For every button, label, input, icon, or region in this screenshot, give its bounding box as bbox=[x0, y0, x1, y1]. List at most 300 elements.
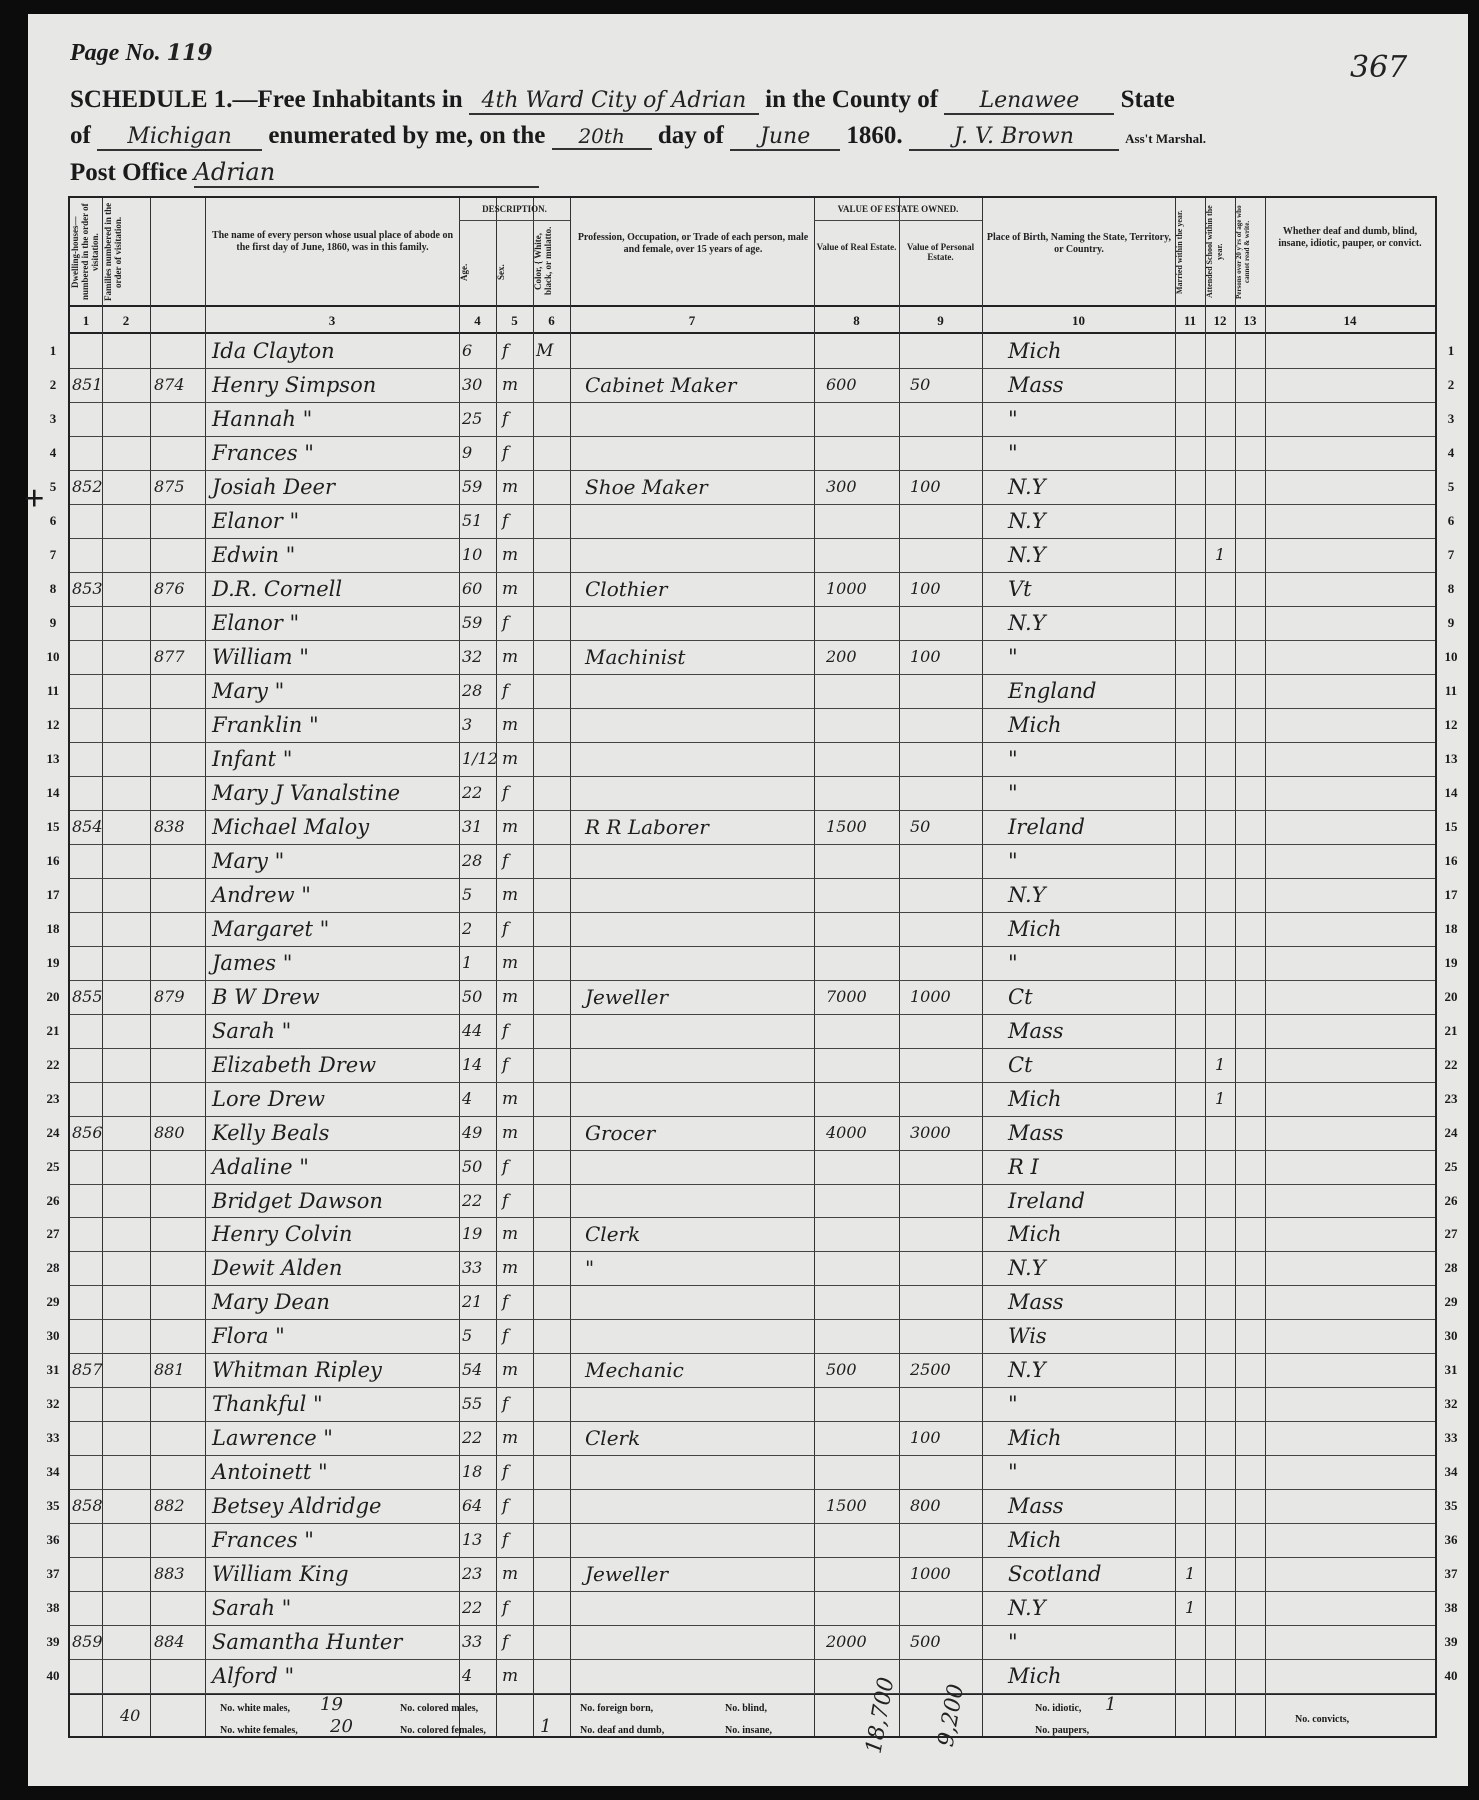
colored-females-value: 1 bbox=[540, 1716, 552, 1737]
line-number-right: 36 bbox=[1444, 1532, 1458, 1548]
line-number-right: 10 bbox=[1444, 648, 1458, 664]
row-line bbox=[70, 1523, 1435, 1524]
col-header-7: Profession, Occupation, or Trade of each person, male and female, over 15 years of age. bbox=[577, 232, 809, 255]
line-number-right: 2 bbox=[1447, 376, 1455, 392]
person-name: Betsey Aldridge bbox=[212, 1494, 382, 1519]
person-name: Henry Colvin bbox=[212, 1222, 353, 1247]
line-number-right: 20 bbox=[1444, 988, 1458, 1004]
of-label: of bbox=[70, 122, 91, 149]
birth-place: R I bbox=[1008, 1154, 1039, 1179]
margin-cross-mark: + bbox=[24, 478, 45, 518]
person-name: Frances " bbox=[212, 1528, 314, 1553]
year-label: 1860. bbox=[846, 122, 903, 149]
line-number-left: 9 bbox=[49, 614, 57, 630]
occupation: " bbox=[585, 1256, 595, 1281]
age-value: 4 bbox=[462, 1666, 473, 1686]
estate-group-header: VALUE OF ESTATE OWNED. bbox=[837, 204, 959, 214]
row-line bbox=[70, 1251, 1435, 1252]
line-number-left: 23 bbox=[46, 1090, 60, 1106]
description-underline bbox=[459, 220, 570, 221]
line-number-right: 32 bbox=[1444, 1396, 1458, 1412]
line-number-left: 34 bbox=[46, 1464, 60, 1480]
family-number: 884 bbox=[154, 1632, 185, 1652]
birth-place: Vt bbox=[1008, 576, 1032, 601]
line-number-left: 3 bbox=[49, 410, 57, 426]
col-line bbox=[1205, 198, 1206, 1736]
line-number-right: 12 bbox=[1444, 716, 1458, 732]
sex-value: m bbox=[502, 1666, 519, 1687]
row-line bbox=[70, 708, 1435, 709]
age-value: 54 bbox=[462, 1360, 483, 1380]
col-line bbox=[982, 198, 983, 1736]
sex-value: f bbox=[502, 1632, 509, 1653]
sex-value: m bbox=[502, 714, 519, 735]
line-number-right: 19 bbox=[1444, 954, 1458, 970]
line-number-left: 16 bbox=[46, 852, 60, 868]
col-header-10: Place of Birth, Naming the State, Territory, or Country. bbox=[986, 232, 1172, 255]
column-number: 1 bbox=[82, 313, 90, 328]
sex-value: m bbox=[502, 816, 519, 837]
line-number-left: 21 bbox=[46, 1022, 60, 1038]
birth-place: Ct bbox=[1008, 1052, 1033, 1077]
birth-place: N.Y bbox=[1008, 508, 1046, 533]
row-line bbox=[70, 1557, 1435, 1558]
white-females-label: No. white females, bbox=[220, 1725, 298, 1736]
age-value: 25 bbox=[462, 408, 483, 428]
col-line bbox=[899, 198, 900, 1736]
line-number-left: 5 bbox=[49, 478, 57, 494]
personal-estate-total: 9,200 bbox=[933, 1682, 970, 1749]
line-number-left: 26 bbox=[46, 1192, 60, 1208]
dwelling-number: 858 bbox=[72, 1496, 103, 1516]
row-line bbox=[70, 1048, 1435, 1049]
person-name: Elanor " bbox=[212, 610, 300, 635]
sex-value: f bbox=[502, 408, 509, 429]
family-number: 881 bbox=[154, 1360, 185, 1380]
birth-place: " bbox=[1008, 1392, 1018, 1417]
family-number: 876 bbox=[154, 578, 185, 598]
foreign-born-label: No. foreign born, bbox=[580, 1703, 654, 1714]
personal-estate-value: 50 bbox=[910, 816, 931, 836]
row-line bbox=[70, 368, 1435, 369]
census-table bbox=[68, 196, 1437, 1756]
personal-estate-value: 500 bbox=[910, 1632, 941, 1652]
occupation: Clerk bbox=[585, 1426, 641, 1451]
row-line bbox=[70, 1455, 1435, 1456]
col-header-13: Persons over 20 y'rs of age who cannot read & write. bbox=[1235, 205, 1251, 299]
person-name: Mary " bbox=[212, 678, 285, 703]
line-number-right: 30 bbox=[1444, 1328, 1458, 1344]
occupation: R R Laborer bbox=[585, 814, 709, 839]
row-line bbox=[70, 436, 1435, 437]
column-number: 10 bbox=[1072, 313, 1085, 328]
row-line bbox=[70, 1489, 1435, 1490]
age-value: 6 bbox=[462, 341, 473, 360]
row-line bbox=[70, 1591, 1435, 1592]
birth-place: Ireland bbox=[1008, 814, 1085, 839]
row-line bbox=[70, 674, 1435, 675]
line-number-right: 6 bbox=[1447, 512, 1455, 528]
line-number-right: 37 bbox=[1444, 1566, 1458, 1582]
line-number-right: 17 bbox=[1444, 886, 1458, 902]
col-header-6: Color, { White, black, or mulatto. bbox=[533, 226, 553, 296]
sex-value: m bbox=[502, 748, 519, 769]
line-number-right: 13 bbox=[1444, 750, 1458, 766]
header-divider bbox=[70, 305, 1435, 307]
sex-value: m bbox=[502, 1360, 519, 1381]
idiotic-value: 1 bbox=[1105, 1694, 1117, 1715]
col-line bbox=[533, 198, 534, 1736]
row-line bbox=[70, 1014, 1435, 1015]
person-name: Ida Clayton bbox=[212, 339, 335, 363]
line-number-right: 11 bbox=[1444, 682, 1458, 698]
real-estate-total: 18,700 bbox=[861, 1675, 900, 1756]
idiotic-label: No. idiotic, bbox=[1035, 1703, 1082, 1714]
birth-place: N.Y bbox=[1008, 1596, 1046, 1621]
line-number-left: 24 bbox=[46, 1124, 60, 1140]
birth-place: N.Y bbox=[1008, 610, 1046, 635]
school-mark: 1 bbox=[1215, 544, 1226, 564]
family-number: 883 bbox=[154, 1564, 185, 1584]
birth-place: Mich bbox=[1008, 1664, 1062, 1689]
personal-estate-value: 3000 bbox=[910, 1122, 951, 1142]
sex-value: f bbox=[502, 1326, 509, 1347]
sex-value: f bbox=[502, 1292, 509, 1313]
age-value: 22 bbox=[462, 1598, 483, 1618]
family-number: 882 bbox=[154, 1496, 185, 1516]
line-number-left: 25 bbox=[46, 1158, 60, 1174]
real-estate-value: 600 bbox=[826, 374, 857, 394]
occupation: Mechanic bbox=[585, 1358, 684, 1383]
sex-value: m bbox=[502, 578, 519, 599]
line-number-right: 39 bbox=[1444, 1634, 1458, 1650]
person-name: Sarah " bbox=[212, 1596, 292, 1621]
dwelling-number: 851 bbox=[72, 374, 103, 394]
person-name: Bridget Dawson bbox=[212, 1188, 383, 1213]
row-line bbox=[70, 980, 1435, 981]
person-name: Dewit Alden bbox=[212, 1256, 343, 1281]
age-value: 50 bbox=[462, 1156, 483, 1176]
row-line bbox=[70, 1184, 1435, 1185]
birth-place: Mass bbox=[1008, 1120, 1064, 1145]
age-value: 55 bbox=[462, 1394, 483, 1414]
row-line bbox=[70, 776, 1435, 777]
sex-value: m bbox=[502, 986, 519, 1007]
row-line bbox=[70, 640, 1435, 641]
person-name: Frances " bbox=[212, 440, 314, 465]
person-name: B W Drew bbox=[212, 984, 320, 1009]
sex-value: m bbox=[502, 476, 519, 497]
age-value: 10 bbox=[462, 544, 483, 564]
sex-value: f bbox=[502, 1156, 509, 1177]
sex-value: f bbox=[502, 1496, 509, 1517]
school-mark: 1 bbox=[1215, 1054, 1226, 1074]
line-number-right: 21 bbox=[1444, 1022, 1458, 1038]
row-line bbox=[70, 844, 1435, 845]
age-value: 32 bbox=[462, 646, 483, 666]
col-header-5: Sex. bbox=[496, 264, 506, 280]
month-value: June bbox=[730, 124, 840, 151]
age-value: 2 bbox=[462, 918, 473, 938]
real-estate-value: 500 bbox=[826, 1360, 857, 1380]
person-name: Alford " bbox=[212, 1664, 295, 1689]
real-estate-value: 300 bbox=[826, 476, 857, 496]
age-value: 4 bbox=[462, 1088, 473, 1108]
line-number-left: 38 bbox=[46, 1600, 60, 1616]
personal-estate-value: 100 bbox=[910, 476, 941, 496]
sex-value: m bbox=[502, 884, 519, 905]
white-females-value: 20 bbox=[330, 1716, 353, 1737]
line-number-right: 18 bbox=[1444, 920, 1458, 936]
sex-value: m bbox=[502, 952, 519, 973]
sex-value: m bbox=[502, 1428, 519, 1449]
birth-place: Mass bbox=[1008, 1018, 1064, 1043]
blind-label: No. blind, bbox=[725, 1703, 767, 1714]
age-value: 51 bbox=[462, 510, 483, 530]
row-line bbox=[70, 742, 1435, 743]
convicts-label: No. convicts, bbox=[1295, 1714, 1350, 1725]
occupation: Clothier bbox=[585, 576, 668, 601]
description-group-header: DESCRIPTION. bbox=[482, 204, 547, 214]
col-header-14: Whether deaf and dumb, blind, insane, idiotic, pauper, or convict. bbox=[1278, 226, 1422, 249]
state-value: Michigan bbox=[97, 124, 262, 151]
row-line bbox=[70, 946, 1435, 947]
row-line bbox=[70, 572, 1435, 573]
line-number-left: 19 bbox=[46, 954, 60, 970]
district-value: 4th Ward City of Adrian bbox=[469, 88, 759, 115]
column-number: 12 bbox=[1213, 313, 1227, 328]
age-value: 44 bbox=[462, 1020, 483, 1040]
line-number-left: 10 bbox=[46, 648, 60, 664]
col-header-4: Age. bbox=[459, 263, 469, 281]
sex-value: f bbox=[502, 1190, 509, 1211]
birth-place: N.Y bbox=[1008, 1358, 1046, 1383]
sex-value: f bbox=[502, 782, 509, 803]
row-line bbox=[70, 1082, 1435, 1083]
age-value: 1/12 bbox=[462, 748, 498, 768]
schedule-line-2 bbox=[70, 122, 1206, 151]
line-number-left: 7 bbox=[49, 546, 57, 562]
person-name: Infant " bbox=[212, 746, 293, 771]
line-number-left: 27 bbox=[46, 1226, 60, 1242]
sex-value: f bbox=[502, 1462, 509, 1483]
birth-place: N.Y bbox=[1008, 474, 1046, 499]
birth-place: " bbox=[1008, 780, 1018, 805]
line-number-left: 15 bbox=[46, 818, 60, 834]
row-line bbox=[70, 1285, 1435, 1286]
row-line bbox=[70, 912, 1435, 913]
person-name: Edwin " bbox=[212, 542, 296, 567]
insane-label: No. insane, bbox=[725, 1725, 772, 1736]
sex-value: m bbox=[502, 1088, 519, 1109]
occupation: Jeweller bbox=[585, 984, 668, 1009]
col-line bbox=[205, 198, 206, 1736]
stamped-page-number: 367 bbox=[1350, 50, 1408, 85]
census-page bbox=[24, 14, 1468, 1786]
sex-value: f bbox=[502, 1020, 509, 1041]
schedule-line-1 bbox=[70, 86, 1175, 115]
line-number-left: 1 bbox=[49, 343, 57, 358]
county-value: Lenawee bbox=[944, 88, 1114, 115]
col-line bbox=[150, 198, 151, 1736]
column-number: 7 bbox=[688, 313, 696, 328]
line-number-right: 16 bbox=[1444, 852, 1458, 868]
age-value: 60 bbox=[462, 578, 483, 598]
birth-place: " bbox=[1008, 950, 1018, 975]
birth-place: " bbox=[1008, 848, 1018, 873]
dwelling-number: 856 bbox=[72, 1122, 103, 1142]
sex-value: f bbox=[502, 510, 509, 531]
person-name: Kelly Beals bbox=[212, 1120, 330, 1145]
line-number-right: 5 bbox=[1447, 478, 1455, 494]
dwelling-number: 855 bbox=[72, 986, 103, 1006]
line-number-right: 33 bbox=[1444, 1430, 1458, 1446]
row-line bbox=[70, 470, 1435, 471]
age-value: 14 bbox=[462, 1054, 483, 1074]
birth-place: N.Y bbox=[1008, 1256, 1046, 1281]
line-number-right: 40 bbox=[1444, 1668, 1458, 1684]
personal-estate-value: 100 bbox=[910, 1428, 941, 1448]
birth-place: Mich bbox=[1008, 1086, 1062, 1111]
schedule-label: SCHEDULE 1.—Free Inhabitants in bbox=[70, 86, 463, 113]
age-value: 23 bbox=[462, 1564, 483, 1584]
line-number-left: 2 bbox=[49, 376, 57, 392]
col-line bbox=[496, 198, 497, 1736]
line-number-right: 29 bbox=[1444, 1294, 1458, 1310]
estate-underline bbox=[814, 220, 982, 221]
sex-value: f bbox=[502, 341, 509, 361]
post-office-label: Post Office bbox=[70, 159, 188, 186]
age-value: 22 bbox=[462, 1190, 483, 1210]
personal-estate-value: 800 bbox=[910, 1496, 941, 1516]
line-number-left: 4 bbox=[49, 444, 57, 460]
age-value: 18 bbox=[462, 1462, 483, 1482]
column-number: 8 bbox=[853, 313, 860, 328]
marshal-label: Ass't Marshal. bbox=[1125, 131, 1207, 146]
married-mark: 1 bbox=[1185, 1598, 1196, 1618]
family-number: 879 bbox=[154, 986, 185, 1006]
person-name: D.R. Cornell bbox=[212, 576, 343, 601]
person-name: Mary J Vanalstine bbox=[212, 780, 401, 805]
family-number: 880 bbox=[154, 1122, 185, 1142]
sex-value: f bbox=[502, 1394, 509, 1415]
birth-place: Scotland bbox=[1008, 1562, 1102, 1587]
person-name: Josiah Deer bbox=[212, 474, 336, 499]
line-number-left: 20 bbox=[46, 988, 60, 1004]
line-number-left: 14 bbox=[46, 784, 60, 800]
row-line bbox=[70, 504, 1435, 505]
line-number-right: 38 bbox=[1444, 1600, 1458, 1616]
paupers-label: No. paupers, bbox=[1035, 1725, 1090, 1736]
line-number-left: 32 bbox=[46, 1396, 60, 1412]
line-number-left: 33 bbox=[46, 1430, 60, 1446]
personal-estate-value: 1000 bbox=[910, 1564, 951, 1584]
row-line bbox=[70, 878, 1435, 879]
line-number-right: 3 bbox=[1447, 410, 1455, 426]
row-line bbox=[70, 1353, 1435, 1354]
person-name: Hannah " bbox=[212, 406, 313, 431]
real-estate-value: 1500 bbox=[826, 1496, 867, 1516]
person-name: Adaline " bbox=[212, 1154, 309, 1179]
occupation: Jeweller bbox=[585, 1562, 668, 1587]
column-number: 3 bbox=[328, 313, 336, 328]
col-header-8: Value of Real Estate. bbox=[816, 242, 897, 252]
person-name: Andrew " bbox=[212, 882, 311, 907]
birth-place: " bbox=[1008, 406, 1018, 431]
col-line bbox=[1175, 198, 1176, 1736]
birth-place: " bbox=[1008, 440, 1018, 465]
family-number: 875 bbox=[154, 476, 185, 496]
line-number-right: 23 bbox=[1444, 1090, 1458, 1106]
age-value: 33 bbox=[462, 1632, 483, 1652]
real-estate-value: 4000 bbox=[826, 1122, 867, 1142]
sex-value: f bbox=[502, 1598, 509, 1619]
line-number-right: 25 bbox=[1444, 1158, 1458, 1174]
age-value: 64 bbox=[462, 1496, 483, 1516]
age-value: 30 bbox=[462, 374, 483, 394]
line-number-left: 6 bbox=[49, 512, 57, 528]
line-number-left: 31 bbox=[46, 1362, 60, 1378]
line-number-right: 9 bbox=[1447, 614, 1455, 630]
column-number: 2 bbox=[122, 313, 130, 328]
birth-place: " bbox=[1008, 644, 1018, 669]
col-header-2: Families numbered in the order of visitation. bbox=[103, 202, 123, 302]
column-number: 14 bbox=[1343, 313, 1357, 328]
real-estate-value: 1500 bbox=[826, 816, 867, 836]
person-name: William " bbox=[212, 644, 309, 669]
county-label: in the County of bbox=[765, 86, 939, 113]
line-number-right: 24 bbox=[1444, 1124, 1458, 1140]
total-count: 40 bbox=[120, 1706, 141, 1725]
enumerated-label: enumerated by me, on the bbox=[268, 122, 546, 149]
row-line bbox=[70, 1659, 1435, 1660]
age-value: 1 bbox=[462, 952, 473, 972]
age-value: 22 bbox=[462, 782, 483, 802]
column-number-divider bbox=[70, 332, 1435, 334]
dwelling-number: 852 bbox=[72, 476, 103, 496]
age-value: 59 bbox=[462, 476, 483, 496]
line-number-right: 26 bbox=[1444, 1192, 1458, 1208]
row-line bbox=[70, 1116, 1435, 1117]
line-number-right: 14 bbox=[1444, 784, 1458, 800]
day-value: 20th bbox=[552, 124, 652, 150]
family-number: 838 bbox=[154, 816, 185, 836]
family-number: 877 bbox=[154, 646, 185, 666]
person-name: William King bbox=[212, 1562, 349, 1587]
age-value: 5 bbox=[462, 1326, 473, 1346]
row-line bbox=[70, 402, 1435, 403]
row-line bbox=[70, 1421, 1435, 1422]
line-number-right: 7 bbox=[1447, 546, 1455, 562]
col-line bbox=[1235, 198, 1236, 1736]
row-line bbox=[70, 810, 1435, 811]
dwelling-number: 853 bbox=[72, 578, 103, 598]
real-estate-value: 1000 bbox=[826, 578, 867, 598]
line-number-right: 1 bbox=[1447, 343, 1455, 358]
birth-place: " bbox=[1008, 1630, 1018, 1655]
birth-place: N.Y bbox=[1008, 882, 1046, 907]
occupation: Cabinet Maker bbox=[585, 372, 737, 397]
marshal-value: J. V. Brown bbox=[909, 124, 1119, 151]
birth-place: Mich bbox=[1008, 1426, 1062, 1451]
white-males-label: No. white males, bbox=[220, 1703, 290, 1714]
line-number-left: 35 bbox=[46, 1498, 60, 1514]
birth-place: " bbox=[1008, 1460, 1018, 1485]
occupation: Clerk bbox=[585, 1222, 641, 1247]
line-number-left: 28 bbox=[46, 1260, 60, 1276]
birth-place: " bbox=[1008, 746, 1018, 771]
birth-place: Mich bbox=[1008, 916, 1062, 941]
